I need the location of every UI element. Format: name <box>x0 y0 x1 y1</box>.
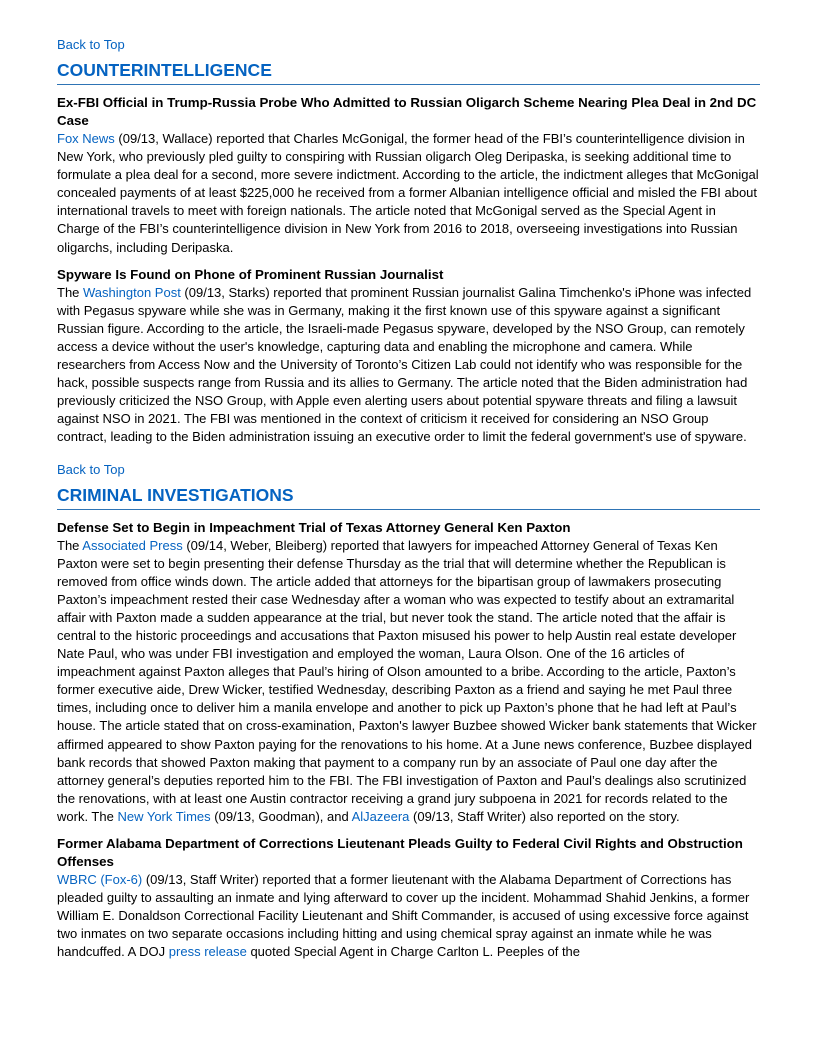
source-link[interactable]: Associated Press <box>82 537 183 553</box>
source-link-aljazeera[interactable]: AlJazeera <box>351 808 410 824</box>
spacer <box>57 447 760 461</box>
article-body <box>57 537 760 827</box>
source-link[interactable]: Washington Post <box>83 284 181 300</box>
article-title: Defense Set to Begin in Impeachment Trial of Texas Attorney General Ken Paxton <box>57 519 571 535</box>
document-content <box>57 36 760 961</box>
article-text-prefix: The <box>57 284 84 300</box>
article-text: (09/14, Weber, Bleiberg) reported that lawyers for impeached Attorney General of Texas Ken Paxton were set to begin presenting their defense Thursday as the trial that will determine whether the Republican is removed from office winds down. The article added that attorneys for the bipartisan group of lawmakers prosecuting Paxton’s impeachment rested their case Wednesday after a woman who was expected to testify about an extramarital affair with Paxton made a sudden appearance at the trial, but never took the stand. The article noted that the affair is central to the historic proceedings and accusations that Paxton misused his power to help Austin real estate developer Nate Paul, who was under FBI investigation and employed the woman, Laura Olson. One of the 16 articles of impeachment against Paxton alleges that Paul’s hiring of Olson amounted to a bribe. According to the article, Paxton’s former executive aide, Drew Wicker, testified Wednesday, describing Paxton as a friend and saying he met Paul three times, including once to deliver him a manila envelope and another to pick up Paxton’s phone that he had left at Paul’s house. The article stated that on cross-examination, Paxton's lawyer Buzbee showed Wicker bank statements that Wicker affirmed appeared to show Paxton paying for the renovations to his home. At a June news conference, Buzbee displayed bank records that showed Paxton making that payment to a company run by an associate of Paul one day after the attorney general’s deputies reported him to the FBI. The FBI investigation of Paxton and Paul’s dealings also scrutinized the renovations, with at least one Austin contractor receiving a grand jury subpoena in 2021 for records related to the work. The <box>57 537 757 824</box>
back-to-top-link[interactable]: Back to Top <box>57 461 125 477</box>
article-text: (09/13, Wallace) reported that Charles McGonigal, the former head of the FBI’s counterintelligence division in New York, who previously pled guilty to conspiring with Russian oligarch Oleg Deripaska, is seeking additional time to formulate a plea deal for a second, more severe indictment. According to the article, the indictment alleges that McGonigal concealed payments of at least $225,000 he received from a former Albanian intelligence official and misled the FBI about international travels to meet with foreign nationals. The article noted that McGonigal served as the Special Agent in Charge of the FBI’s counterintelligence division in New York from 2016 to 2018, overseeing investigations into Russian oligarchs, including Deripaska. <box>57 131 759 255</box>
back-to-top-link[interactable]: Back to Top <box>57 37 125 52</box>
article-title: Ex-FBI Official in Trump-Russia Probe Who Admitted to Russian Oligarch Scheme Nearing Plea Deal in 2nd DC Case <box>57 95 757 128</box>
article <box>57 94 760 257</box>
article-body <box>57 284 760 447</box>
source-link[interactable]: WBRC (Fox-6) <box>57 872 143 887</box>
source-link-new-york-times[interactable]: New York Times <box>117 808 211 824</box>
article-body <box>57 130 760 257</box>
article-text: (09/13, Starks) reported that prominent Russian journalist Galina Timchenko's iPhone was infected with Pegasus spyware while she was in Germany, making it the first known use of this spyware against a significant Russian figure. According to the article, the Israeli-made Pegasus spyware, developed by the NSO Group, can remotely access a device without the user's knowledge, capturing data and enabling the microphone and camera. While researchers from Access Now and the University of Toronto’s Citizen Lab could not identify who was responsible for the hack, possible suspects range from Russia and its allies to Germany. The article noted that the Biden administration had previously criticized the NSO Group, with Apple even alerting users about potential spyware threats and filing a lawsuit against NSO in 2021. The FBI was mentioned in the context of criticism it received for considering an NSO Group contract, leading to the Biden administration issuing an executive order to limit the federal government's use of spyware. <box>57 284 752 445</box>
article-body <box>57 871 760 961</box>
article-text-prefix: The <box>57 537 83 553</box>
article-text: (09/13, Staff Writer) also reported on the story. <box>409 808 680 824</box>
section-heading-counterintelligence: COUNTERINTELLIGENCE <box>57 58 760 85</box>
article-text: (09/13, Goodman), and <box>210 808 352 824</box>
article-text: (09/13, Staff Writer) reported that a former lieutenant with the Alabama Department of Corrections has pleaded guilty to assaulting an inmate and lying afterward to cover up the incident. Mohammad Shahid Jenkins, a former William E. Donaldson Correctional Facility Lieutenant and Shift Commander, is accused of using excessive force against two inmates on two separate occasions including hitting and using chemical spray against an inmate while he was handcuffed. A DOJ <box>57 872 750 960</box>
article <box>57 266 760 447</box>
article-text: quoted Special Agent in Charge Carlton L. Peeples of the <box>246 944 581 960</box>
article-title: Spyware Is Found on Phone of Prominent Russian Journalist <box>57 266 444 282</box>
section-heading-criminal-investigations: CRIMINAL INVESTIGATIONS <box>57 483 760 510</box>
source-link[interactable]: Fox News <box>57 131 115 146</box>
article <box>57 835 760 961</box>
press-release-link[interactable]: press release <box>168 944 247 960</box>
article <box>57 519 760 827</box>
article-title: Former Alabama Department of Corrections Lieutenant Pleads Guilty to Federal Civil Rights and Obstruction Offenses <box>57 836 743 869</box>
